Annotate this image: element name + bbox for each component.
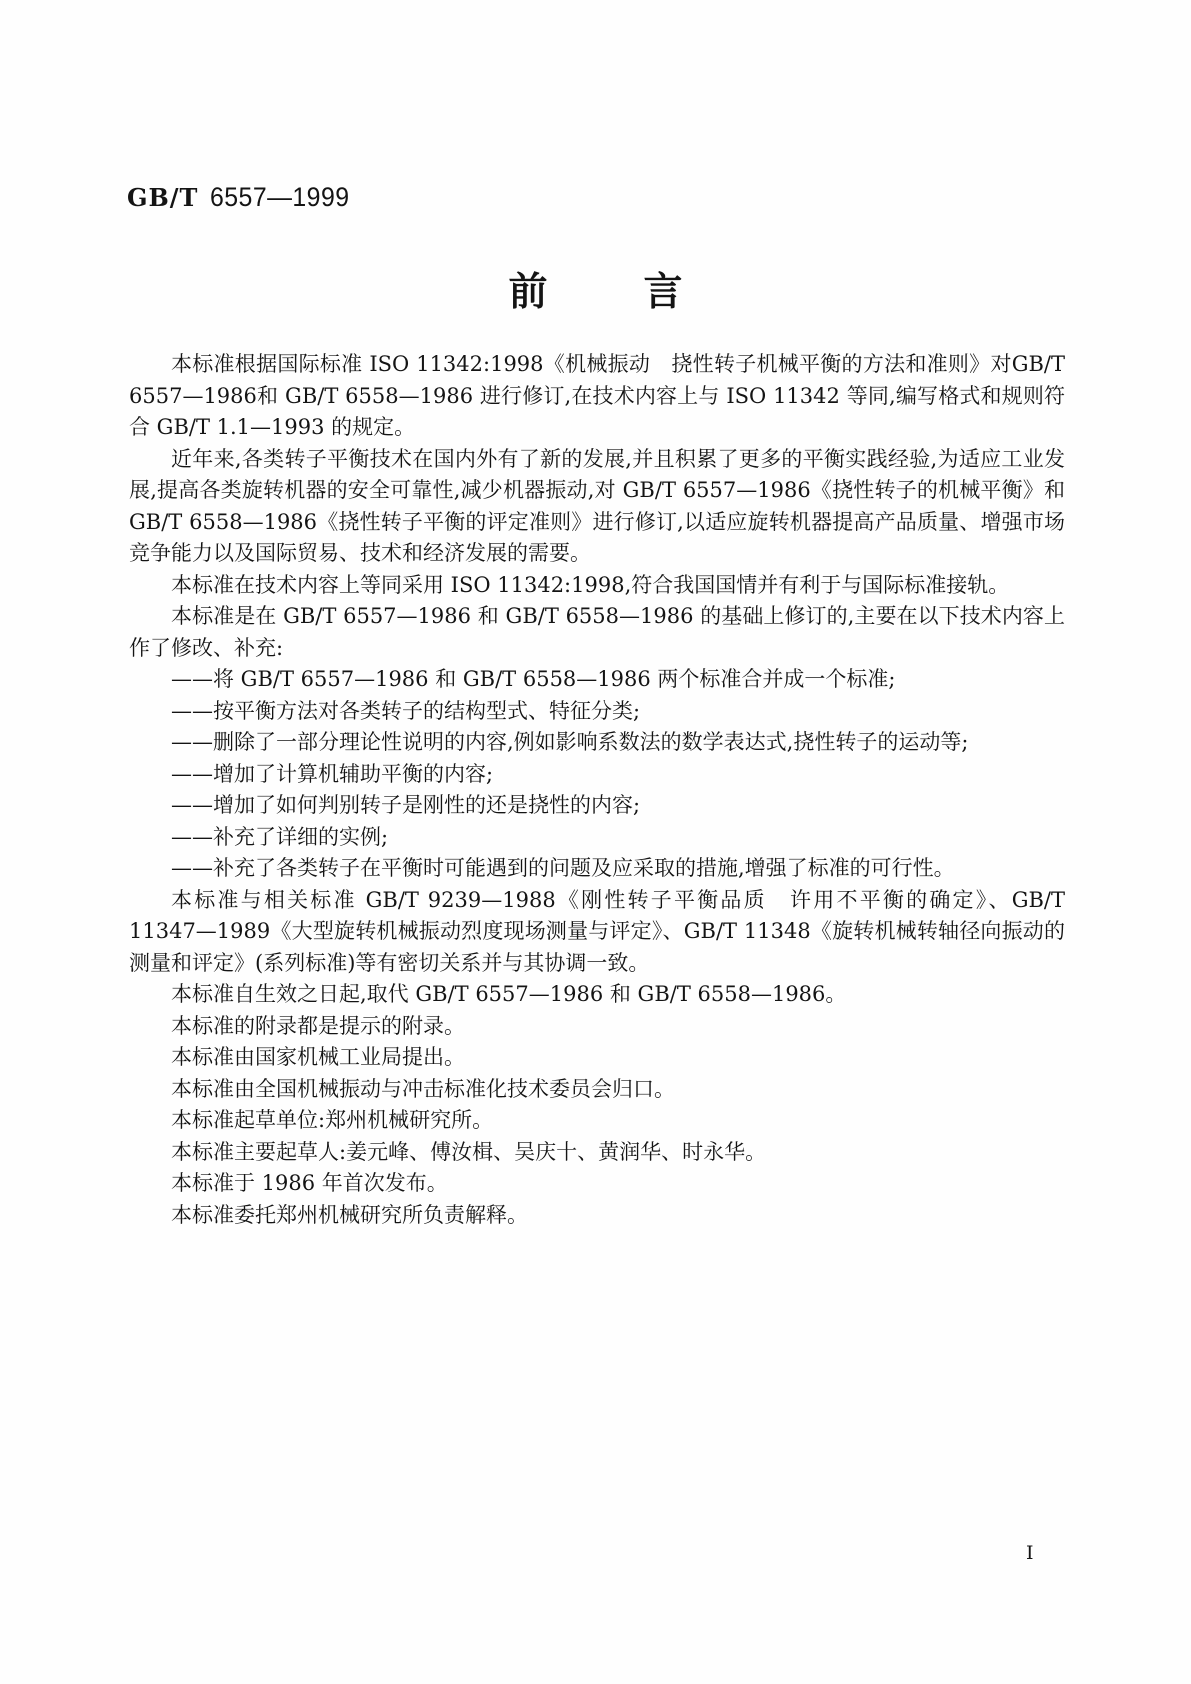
foreword-list-item: ——补充了各类转子在平衡时可能遇到的问题及应采取的措施,增强了标准的可行性。 [171,856,955,880]
page-title [0,270,1191,315]
foreword-paragraph: 近年来,各类转子平衡技术在国内外有了新的发展,并且积累了更多的平衡实践经验,为适应工业发展,提高各类旋转机器的安全可靠性,减少机器振动,对 GB/T 6557—1986《挠性转子的机械平衡》和GB/T 6558—1986《挠性转子平衡的评定准则》进行修订,以适应旋转机器提高产品质量、增强市场竞争能力以及国际贸易、技术和经济发展的需要。 [129,446,1065,565]
standard-code-prefix: GB/T [127,183,199,212]
foreword-paragraph: 本标准主要起草人:姜元峰、傅汝楫、吴庆十、黄润华、时永华。 [171,1139,767,1164]
foreword-paragraph: 本标准在技术内容上等同采用 ISO 11342:1998,符合我国国情并有利于与国际标准接轨。 [171,572,1010,597]
foreword-list-item: ——补充了详细的实例; [171,824,389,849]
standard-code-number: 6557—1999 [210,182,350,212]
foreword-list-item: ——增加了计算机辅助平衡的内容; [171,761,494,786]
foreword-paragraph: 本标准起草单位:郑州机械研究所。 [171,1108,494,1132]
foreword-body [129,349,1065,1231]
standard-code [127,182,362,213]
foreword-list-item: ——删除了一部分理论性说明的内容,例如影响系数法的数学表达式,挠性转子的运动等; [171,730,969,754]
foreword-paragraph: 本标准由国家机械工业局提出。 [171,1045,465,1069]
page-number: I [1026,1542,1034,1564]
foreword-paragraph: 本标准由全国机械振动与冲击标准化技术委员会归口。 [171,1076,675,1101]
foreword-list-item: ——将 GB/T 6557—1986 和 GB/T 6558—1986 两个标准合并成一个标准; [171,667,896,691]
foreword-list-item: ——增加了如何判别转子是刚性的还是挠性的内容; [171,793,641,817]
foreword-paragraph: 本标准于 1986 年首次发布。 [171,1171,448,1195]
foreword-paragraph: 本标准是在 GB/T 6557—1986 和 GB/T 6558—1986 的基础上修订的,主要在以下技术内容上作了修改、补充: [129,604,1065,660]
title-char-second: 言 [643,269,683,315]
foreword-paragraph: 本标准的附录都是提示的附录。 [171,1013,465,1038]
foreword-paragraph: 本标准根据国际标准 ISO 11342:1998《机械振动 挠性转子机械平衡的方法和准则》对GB/T 6557—1986和 GB/T 6558—1986 进行修订,在技术内容上与 ISO 11342 等同,编写格式和规则符合 GB/T 1.1—1993 的规定。 [129,352,1065,439]
foreword-paragraph: 本标准委托郑州机械研究所负责解释。 [171,1202,528,1227]
foreword-paragraph: 本标准自生效之日起,取代 GB/T 6557—1986 和 GB/T 6558—1986。 [171,982,847,1006]
title-char-first: 前 [508,269,548,315]
foreword-paragraph: 本标准与相关标准 GB/T 9239—1988《刚性转子平衡品质 许用不平衡的确定》、GB/T 11347—1989《大型旋转机械振动烈度现场测量与评定》、GB/T 11348《旋转机械转轴径向振动的测量和评定》(系列标准)等有密切关系并与其协调一致。 [129,887,1065,975]
foreword-list-item: ——按平衡方法对各类转子的结构型式、特征分类; [171,698,641,723]
